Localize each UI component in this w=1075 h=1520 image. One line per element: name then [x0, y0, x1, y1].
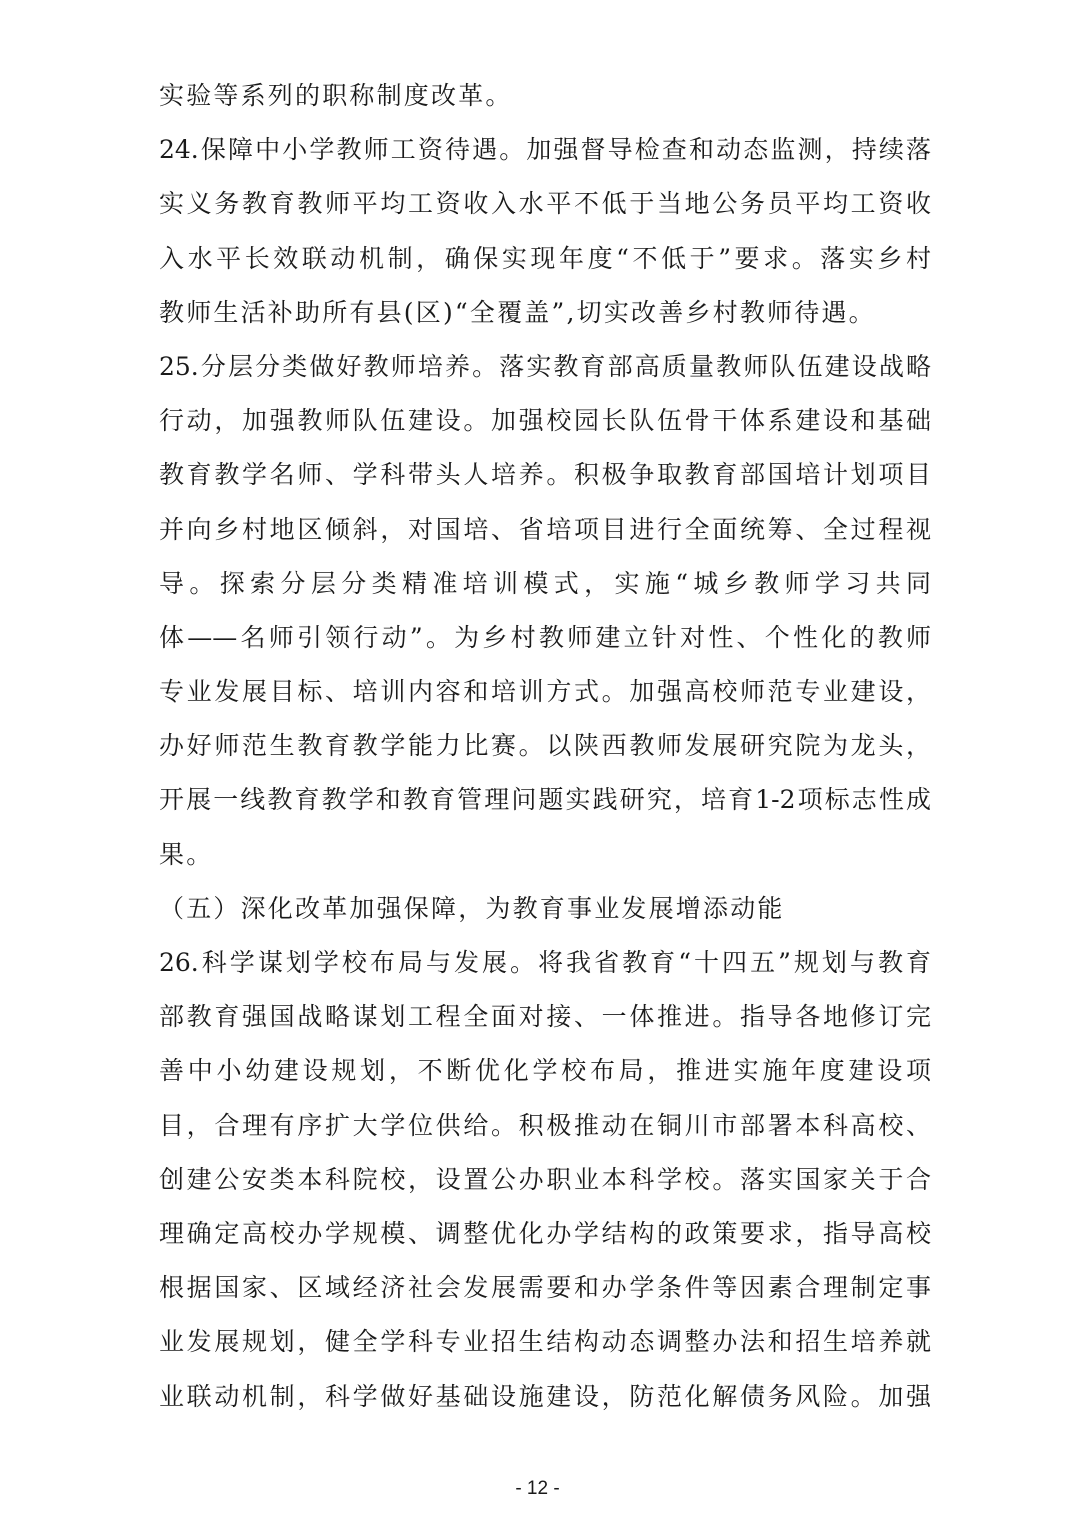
page-number: - 12 - — [515, 1478, 560, 1499]
text-line: 业发展规划，健全学科专业招生结构动态调整办法和招生培养就 — [159, 1327, 931, 1357]
text-line: 并向乡村地区倾斜，对国培、省培项目进行全面统筹、全过程视 — [159, 514, 931, 544]
text-line: 业联动机制，科学做好基础设施建设，防范化解债务风险。加强 — [159, 1381, 931, 1411]
item-25-heading-line: 25.分层分类做好教师培养。落实教育部高质量教师队伍建设战略 — [159, 351, 931, 381]
text-line: 教育教学名师、学科带头人培养。积极争取教育部国培计划项目 — [159, 460, 931, 490]
text-line: 实验等系列的职称制度改革。 — [159, 81, 513, 110]
text-line: 部教育强国战略谋划工程全面对接、一体推进。指导各地修订完 — [159, 1002, 931, 1032]
text-line: 入水平长效联动机制，确保实现年度“不低于”要求。落实乡村 — [159, 243, 931, 273]
text-line: 创建公安类本科院校，设置公办职业本科学校。落实国家关于合 — [159, 1164, 931, 1194]
text-line: 理确定高校办学规模、调整优化办学结构的政策要求，指导高校 — [159, 1218, 931, 1248]
item-26-heading-line: 26.科学谋划学校布局与发展。将我省教育“十四五”规划与教育 — [159, 948, 931, 977]
text-line: 开展一线教育教学和教育管理问题实践研究，培育1-2项标志性成 — [159, 785, 931, 815]
text-line: 体——名师引领行动”。为乡村教师建立针对性、个性化的教师 — [159, 622, 931, 652]
text-line: 善中小幼建设规划，不断优化学校布局，推进实施年度建设项 — [159, 1056, 931, 1086]
text-line: 行动，加强教师队伍建设。加强校园长队伍骨干体系建设和基础 — [159, 406, 931, 436]
text-line: 专业发展目标、培训内容和培训方式。加强高校师范专业建设， — [159, 677, 931, 707]
text-line: 导。探索分层分类精准培训模式，实施“城乡教师学习共同 — [159, 568, 931, 598]
body-text — [159, 74, 931, 1429]
text-line: 实义务教育教师平均工资收入水平不低于当地公务员平均工资收 — [159, 189, 931, 219]
text-line: 根据国家、区域经济社会发展需要和办学条件等因素合理制定事 — [159, 1273, 931, 1303]
text-line: 教师生活补助所有县(区)“全覆盖”,切实改善乡村教师待遇。 — [159, 297, 876, 327]
text-line: 目，合理有序扩大学位供给。积极推动在铜川市部署本科高校、 — [159, 1110, 931, 1140]
text-line: 果。 — [159, 839, 214, 869]
text-line: 办好师范生教育教学能力比赛。以陕西教师发展研究院为龙头， — [159, 731, 931, 761]
section-five-heading: （五）深化改革加强保障，为教育事业发展增添动能 — [159, 893, 785, 923]
item-24-heading-line: 24.保障中小学教师工资待遇。加强督导检查和动态监测，持续落 — [159, 135, 931, 165]
